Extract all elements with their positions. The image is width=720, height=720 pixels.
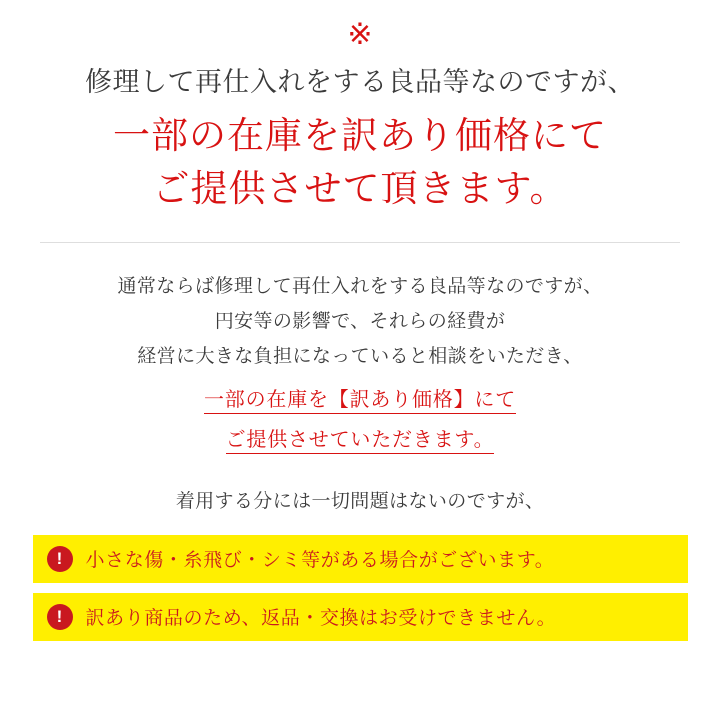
headline-main-line-2: ご提供させて頂きます。 bbox=[152, 167, 568, 209]
warning-text: 訳あり商品のため、返品・交換はお受けできません。 bbox=[85, 608, 557, 630]
headline-block bbox=[40, 64, 680, 216]
emphasis-paragraph bbox=[30, 380, 690, 460]
section-divider bbox=[40, 242, 680, 243]
headline-main-line-1: 一部の在庫を訳あり価格にて bbox=[113, 115, 607, 157]
headline-main-text bbox=[40, 110, 680, 215]
body-line-2: 円安等の影響で、それらの経費が bbox=[214, 310, 506, 332]
warning-bar bbox=[33, 535, 688, 583]
body-line-1: 通常ならば修理して再仕入れをする良品等なのですが、 bbox=[117, 275, 603, 297]
body-note: 着用する分には一切問題はないのですが、 bbox=[175, 490, 545, 512]
warning-text: 小さな傷・糸飛び・シミ等がある場合がございます。 bbox=[85, 550, 555, 572]
body-line-3: 経営に大きな負担になっていると相談をいただき、 bbox=[137, 345, 583, 367]
warning-bar-list bbox=[33, 535, 688, 641]
emphasis-line-2-wrap bbox=[30, 420, 690, 460]
warning-bar bbox=[33, 593, 688, 641]
exclamation-icon: ! bbox=[47, 546, 73, 572]
emphasis-line-1: 一部の在庫を【訳あり価格】にて bbox=[204, 389, 516, 414]
body-paragraph bbox=[30, 269, 690, 374]
exclamation-icon: ! bbox=[47, 604, 73, 630]
reference-mark-icon: ※ bbox=[347, 18, 373, 51]
emphasis-line-1-wrap bbox=[30, 380, 690, 420]
emphasis-line-2: ご提供させていただきます。 bbox=[226, 429, 495, 454]
headline-lead-text: 修理して再仕入れをする良品等なのですが、 bbox=[85, 67, 635, 97]
